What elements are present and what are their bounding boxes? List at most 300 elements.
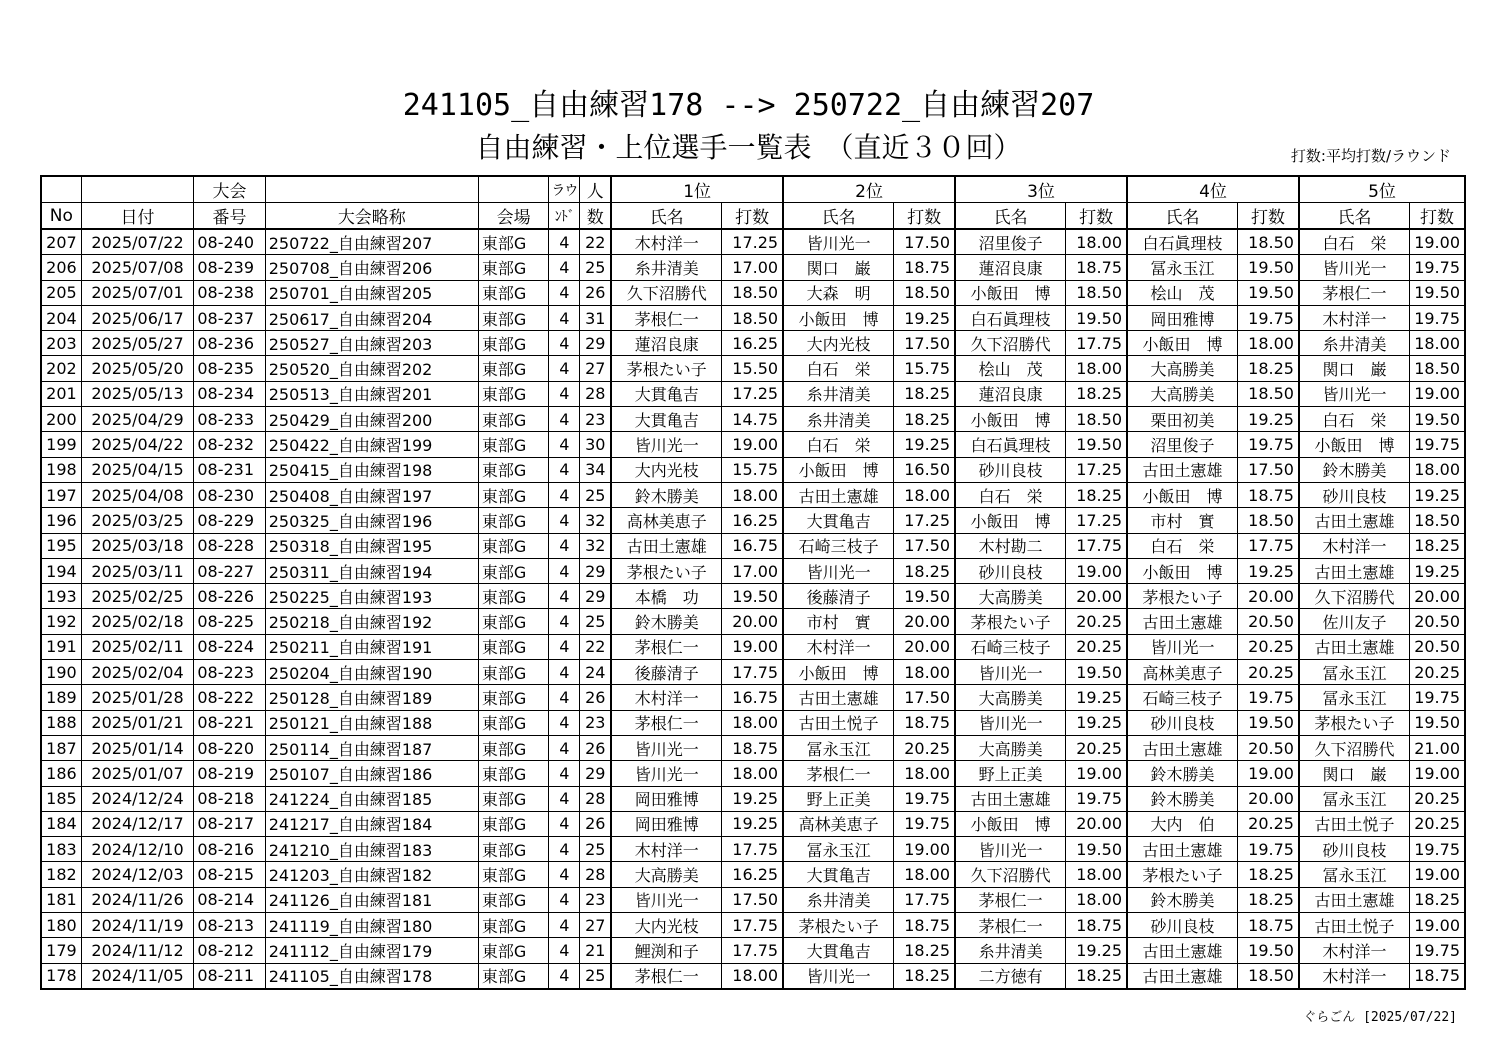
- cell-event-no: 08-220: [194, 735, 265, 760]
- cell-rank4-name: 小飯田 博: [1127, 482, 1238, 507]
- cell-venue: 東部G: [478, 938, 548, 963]
- header-players-top: 人: [580, 176, 611, 203]
- cell-rank4-name: 市村 實: [1127, 508, 1238, 533]
- cell-rank4-name: 砂川良枝: [1127, 710, 1238, 735]
- table-row: [41, 887, 1465, 912]
- header-venue-top: [478, 176, 548, 203]
- table-row: [41, 356, 1465, 381]
- cell-rank2-name: 関口 巌: [783, 255, 894, 280]
- cell-rank2-score: 17.75: [894, 887, 955, 912]
- cell-rank3-score: 18.50: [1066, 407, 1127, 432]
- cell-players: 25: [580, 963, 611, 989]
- cell-rank1-score: 16.25: [722, 862, 783, 887]
- cell-rank4-score: 19.75: [1238, 837, 1299, 862]
- cell-rank1-name: 古田土憲雄: [611, 533, 722, 558]
- cell-date: 2024/11/19: [81, 913, 194, 938]
- cell-no: 182: [41, 862, 81, 887]
- table-body: [41, 229, 1465, 989]
- cell-rank5-name: 砂川良枝: [1299, 482, 1410, 507]
- cell-rank1-name: 茅根たい子: [611, 558, 722, 583]
- cell-rank1-score: 17.75: [722, 938, 783, 963]
- cell-rank5-score: 19.50: [1410, 710, 1465, 735]
- cell-rank4-score: 18.75: [1238, 913, 1299, 938]
- cell-rank4-name: 大内 伯: [1127, 811, 1238, 836]
- cell-rank3-score: 19.25: [1066, 938, 1127, 963]
- table-row: [41, 280, 1465, 305]
- cell-no: 206: [41, 255, 81, 280]
- cell-rank2-name: 白石 栄: [783, 432, 894, 457]
- cell-event-name: 250121_自由練習188: [265, 710, 478, 735]
- cell-event-name: 250513_自由練習201: [265, 381, 478, 406]
- cell-rank1-score: 17.00: [722, 558, 783, 583]
- cell-no: 189: [41, 685, 81, 710]
- cell-rank3-score: 20.25: [1066, 735, 1127, 760]
- cell-rank1-name: 鯉渕和子: [611, 938, 722, 963]
- cell-rank2-name: 大森 明: [783, 280, 894, 305]
- cell-rank4-score: 19.50: [1238, 280, 1299, 305]
- cell-rank4-score: 19.50: [1238, 255, 1299, 280]
- cell-rank3-name: 木村勘二: [955, 533, 1066, 558]
- cell-players: 26: [580, 280, 611, 305]
- table-row: [41, 255, 1465, 280]
- cell-no: 201: [41, 381, 81, 406]
- header-rank4-score: 打数: [1238, 203, 1299, 230]
- cell-rank3-name: 白石眞理枝: [955, 305, 1066, 330]
- cell-no: 204: [41, 305, 81, 330]
- cell-rank1-score: 18.00: [722, 482, 783, 507]
- cell-no: 199: [41, 432, 81, 457]
- cell-event-name: 250722_自由練習207: [265, 229, 478, 255]
- cell-rank3-name: 大高勝美: [955, 584, 1066, 609]
- cell-rank2-score: 19.50: [894, 584, 955, 609]
- cell-no: 195: [41, 533, 81, 558]
- cell-no: 181: [41, 887, 81, 912]
- cell-rank5-name: 糸井清美: [1299, 331, 1410, 356]
- cell-event-name: 250225_自由練習193: [265, 584, 478, 609]
- cell-venue: 東部G: [478, 381, 548, 406]
- cell-rank1-name: 茅根たい子: [611, 356, 722, 381]
- cell-rank5-name: 砂川良枝: [1299, 837, 1410, 862]
- cell-rank2-score: 18.00: [894, 482, 955, 507]
- cell-rank1-score: 18.00: [722, 761, 783, 786]
- cell-rank5-score: 19.75: [1410, 938, 1465, 963]
- cell-rank3-name: 白石眞理枝: [955, 432, 1066, 457]
- cell-event-no: 08-222: [194, 685, 265, 710]
- cell-rank5-name: 古田土憲雄: [1299, 558, 1410, 583]
- cell-rank4-score: 19.25: [1238, 407, 1299, 432]
- cell-rank4-name: 古田土憲雄: [1127, 735, 1238, 760]
- cell-players: 26: [580, 811, 611, 836]
- cell-rank2-score: 17.50: [894, 685, 955, 710]
- cell-event-name: 250211_自由練習191: [265, 634, 478, 659]
- cell-rank2-name: 古田土憲雄: [783, 482, 894, 507]
- cell-rank2-score: 18.25: [894, 407, 955, 432]
- cell-event-name: 250128_自由練習189: [265, 685, 478, 710]
- table-row: [41, 786, 1465, 811]
- cell-rank5-name: 関口 巌: [1299, 761, 1410, 786]
- cell-rank1-name: 茅根仁一: [611, 710, 722, 735]
- cell-date: 2025/05/27: [81, 331, 194, 356]
- cell-rank1-name: 高林美恵子: [611, 508, 722, 533]
- cell-rank4-score: 18.50: [1238, 508, 1299, 533]
- header-row-1: [41, 176, 1465, 203]
- cell-rank5-score: 18.25: [1410, 533, 1465, 558]
- table-row: [41, 305, 1465, 330]
- cell-rounds: 4: [549, 255, 580, 280]
- cell-rank1-score: 18.00: [722, 710, 783, 735]
- cell-rounds: 4: [549, 963, 580, 989]
- cell-rounds: 4: [549, 533, 580, 558]
- cell-rank4-score: 18.50: [1238, 963, 1299, 989]
- cell-players: 25: [580, 837, 611, 862]
- header-rank-1: 1位: [611, 176, 783, 203]
- cell-rounds: 4: [549, 407, 580, 432]
- cell-rounds: 4: [549, 432, 580, 457]
- cell-rank4-name: 高林美恵子: [1127, 660, 1238, 685]
- cell-rank1-name: 皆川光一: [611, 735, 722, 760]
- cell-rank4-name: 鈴木勝美: [1127, 786, 1238, 811]
- table-row: [41, 432, 1465, 457]
- cell-date: 2025/07/08: [81, 255, 194, 280]
- cell-rank2-name: 大内光枝: [783, 331, 894, 356]
- cell-rank2-name: 大貫亀吉: [783, 938, 894, 963]
- cell-rank3-name: 石崎三枝子: [955, 634, 1066, 659]
- cell-rank5-name: 木村洋一: [1299, 938, 1410, 963]
- cell-rank2-name: 市村 實: [783, 609, 894, 634]
- header-date: 日付: [81, 203, 194, 230]
- score-unit-note: 打数:平均打数/ラウンド: [1290, 147, 1451, 165]
- cell-venue: 東部G: [478, 761, 548, 786]
- cell-rank2-score: 19.00: [894, 837, 955, 862]
- cell-venue: 東部G: [478, 735, 548, 760]
- cell-event-name: 241217_自由練習184: [265, 811, 478, 836]
- cell-rank4-score: 20.25: [1238, 811, 1299, 836]
- cell-rank4-name: 古田土憲雄: [1127, 963, 1238, 989]
- cell-venue: 東部G: [478, 786, 548, 811]
- cell-rank4-score: 18.50: [1238, 229, 1299, 255]
- header-date-top: [81, 176, 194, 203]
- cell-rank2-name: 糸井清美: [783, 887, 894, 912]
- cell-rounds: 4: [549, 584, 580, 609]
- cell-no: 203: [41, 331, 81, 356]
- cell-rank5-name: 冨永玉江: [1299, 862, 1410, 887]
- cell-players: 29: [580, 761, 611, 786]
- cell-rank5-name: 木村洋一: [1299, 963, 1410, 989]
- cell-rank4-score: 17.75: [1238, 533, 1299, 558]
- cell-rank3-name: 小飯田 博: [955, 407, 1066, 432]
- cell-rank1-score: 18.00: [722, 963, 783, 989]
- cell-rank5-name: 茅根たい子: [1299, 710, 1410, 735]
- cell-rank5-name: 白石 栄: [1299, 407, 1410, 432]
- cell-rank2-name: 皆川光一: [783, 963, 894, 989]
- cell-players: 22: [580, 229, 611, 255]
- cell-players: 23: [580, 887, 611, 912]
- cell-rank1-name: 大貫亀吉: [611, 381, 722, 406]
- header-rank2-score: 打数: [894, 203, 955, 230]
- cell-rounds: 4: [549, 331, 580, 356]
- cell-rank2-score: 18.00: [894, 761, 955, 786]
- cell-rank1-score: 19.25: [722, 786, 783, 811]
- cell-rank2-name: 古田土憲雄: [783, 685, 894, 710]
- cell-event-name: 250617_自由練習204: [265, 305, 478, 330]
- cell-rank4-score: 19.00: [1238, 761, 1299, 786]
- cell-rank4-score: 18.50: [1238, 381, 1299, 406]
- cell-rank5-score: 19.75: [1410, 255, 1465, 280]
- cell-rank1-name: 後藤清子: [611, 660, 722, 685]
- cell-rank4-score: 17.50: [1238, 457, 1299, 482]
- table-row: [41, 331, 1465, 356]
- cell-rank5-name: 鈴木勝美: [1299, 457, 1410, 482]
- cell-rank5-score: 20.00: [1410, 584, 1465, 609]
- cell-rank5-score: 19.00: [1410, 913, 1465, 938]
- cell-rank5-score: 19.75: [1410, 685, 1465, 710]
- table-row: [41, 913, 1465, 938]
- cell-rank1-name: 鈴木勝美: [611, 609, 722, 634]
- cell-rank2-name: 皆川光一: [783, 558, 894, 583]
- table-row: [41, 482, 1465, 507]
- cell-rank4-score: 20.00: [1238, 584, 1299, 609]
- cell-rank3-score: 19.50: [1066, 660, 1127, 685]
- cell-rank2-score: 18.75: [894, 255, 955, 280]
- cell-date: 2025/01/21: [81, 710, 194, 735]
- cell-rounds: 4: [549, 660, 580, 685]
- cell-rank3-name: 沼里俊子: [955, 229, 1066, 255]
- cell-rank2-score: 18.00: [894, 862, 955, 887]
- cell-rank4-name: 茅根たい子: [1127, 862, 1238, 887]
- cell-rank4-name: 鈴木勝美: [1127, 761, 1238, 786]
- cell-event-no: 08-223: [194, 660, 265, 685]
- cell-rank3-score: 19.00: [1066, 558, 1127, 583]
- cell-venue: 東部G: [478, 685, 548, 710]
- cell-rank2-name: 大貫亀吉: [783, 862, 894, 887]
- cell-rank1-name: 大貫亀吉: [611, 407, 722, 432]
- table-row: [41, 533, 1465, 558]
- cell-rank1-score: 17.25: [722, 229, 783, 255]
- cell-rank1-score: 16.25: [722, 331, 783, 356]
- cell-players: 31: [580, 305, 611, 330]
- cell-rank2-score: 17.50: [894, 229, 955, 255]
- cell-no: 190: [41, 660, 81, 685]
- cell-rank2-score: 18.25: [894, 963, 955, 989]
- cell-venue: 東部G: [478, 331, 548, 356]
- cell-players: 26: [580, 735, 611, 760]
- cell-rank2-score: 19.75: [894, 786, 955, 811]
- cell-rank1-score: 17.50: [722, 887, 783, 912]
- cell-rank5-name: 関口 巌: [1299, 356, 1410, 381]
- cell-rank2-score: 18.25: [894, 938, 955, 963]
- header-rank3-name: 氏名: [955, 203, 1066, 230]
- cell-no: 205: [41, 280, 81, 305]
- cell-no: 187: [41, 735, 81, 760]
- cell-rank5-score: 19.25: [1410, 482, 1465, 507]
- table-row: [41, 584, 1465, 609]
- cell-date: 2025/01/07: [81, 761, 194, 786]
- header-rank2-name: 氏名: [783, 203, 894, 230]
- cell-rank4-name: 茅根たい子: [1127, 584, 1238, 609]
- header-event-no: 番号: [194, 203, 265, 230]
- cell-event-no: 08-235: [194, 356, 265, 381]
- table-row: [41, 634, 1465, 659]
- cell-rounds: 4: [549, 735, 580, 760]
- cell-rank2-score: 18.75: [894, 913, 955, 938]
- cell-event-no: 08-215: [194, 862, 265, 887]
- cell-rank5-score: 20.25: [1410, 786, 1465, 811]
- header-event-name-top: [265, 176, 478, 203]
- cell-rank3-name: 皆川光一: [955, 837, 1066, 862]
- cell-rank4-name: 小飯田 博: [1127, 331, 1238, 356]
- cell-rank5-name: 小飯田 博: [1299, 432, 1410, 457]
- cell-no: 197: [41, 482, 81, 507]
- cell-event-no: 08-233: [194, 407, 265, 432]
- cell-rank4-name: 古田土憲雄: [1127, 609, 1238, 634]
- cell-rank3-name: 蓮沼良康: [955, 381, 1066, 406]
- header-rank1-score: 打数: [722, 203, 783, 230]
- header-rank5-score: 打数: [1410, 203, 1465, 230]
- cell-rank3-score: 19.50: [1066, 837, 1127, 862]
- cell-rank5-score: 19.75: [1410, 305, 1465, 330]
- cell-no: 200: [41, 407, 81, 432]
- cell-event-no: 08-218: [194, 786, 265, 811]
- cell-rank1-score: 17.25: [722, 381, 783, 406]
- cell-date: 2025/02/04: [81, 660, 194, 685]
- cell-rank3-score: 19.75: [1066, 786, 1127, 811]
- cell-players: 29: [580, 584, 611, 609]
- cell-rank5-score: 18.50: [1410, 508, 1465, 533]
- cell-rank5-score: 19.75: [1410, 432, 1465, 457]
- cell-date: 2025/02/11: [81, 634, 194, 659]
- cell-rank1-name: 岡田雅博: [611, 811, 722, 836]
- cell-players: 32: [580, 533, 611, 558]
- cell-rank5-name: 久下沼勝代: [1299, 735, 1410, 760]
- cell-rank2-name: 野上正美: [783, 786, 894, 811]
- cell-no: 198: [41, 457, 81, 482]
- cell-no: 185: [41, 786, 81, 811]
- cell-venue: 東部G: [478, 660, 548, 685]
- header-event-name: 大会略称: [265, 203, 478, 230]
- cell-venue: 東部G: [478, 533, 548, 558]
- table-row: [41, 837, 1465, 862]
- cell-date: 2025/04/08: [81, 482, 194, 507]
- cell-rank3-name: 野上正美: [955, 761, 1066, 786]
- cell-rank2-name: 茅根たい子: [783, 913, 894, 938]
- cell-rank5-score: 18.00: [1410, 457, 1465, 482]
- cell-rank1-score: 20.00: [722, 609, 783, 634]
- cell-rank3-name: 皆川光一: [955, 710, 1066, 735]
- cell-rank1-name: 大高勝美: [611, 862, 722, 887]
- cell-rounds: 4: [549, 280, 580, 305]
- cell-rank1-name: 本橋 功: [611, 584, 722, 609]
- table-row: [41, 862, 1465, 887]
- cell-venue: 東部G: [478, 407, 548, 432]
- cell-rank4-name: 石崎三枝子: [1127, 685, 1238, 710]
- cell-date: 2025/03/11: [81, 558, 194, 583]
- cell-rank1-score: 17.00: [722, 255, 783, 280]
- cell-rank4-score: 19.50: [1238, 938, 1299, 963]
- cell-rank2-score: 17.50: [894, 533, 955, 558]
- cell-players: 30: [580, 432, 611, 457]
- cell-rank3-name: 大高勝美: [955, 685, 1066, 710]
- cell-rank4-name: 桧山 茂: [1127, 280, 1238, 305]
- cell-rank5-score: 18.50: [1410, 356, 1465, 381]
- cell-rank3-score: 17.25: [1066, 508, 1127, 533]
- cell-venue: 東部G: [478, 356, 548, 381]
- cell-rank3-score: 18.25: [1066, 381, 1127, 406]
- cell-no: 207: [41, 229, 81, 255]
- cell-event-no: 08-239: [194, 255, 265, 280]
- table-row: [41, 457, 1465, 482]
- cell-rank3-score: 18.75: [1066, 255, 1127, 280]
- cell-rank5-name: 茅根仁一: [1299, 280, 1410, 305]
- cell-rank3-name: 大高勝美: [955, 735, 1066, 760]
- cell-event-no: 08-240: [194, 229, 265, 255]
- cell-event-name: 250408_自由練習197: [265, 482, 478, 507]
- cell-rank1-score: 17.75: [722, 837, 783, 862]
- cell-rank1-name: 蓮沼良康: [611, 331, 722, 356]
- cell-rank3-name: 久下沼勝代: [955, 331, 1066, 356]
- cell-event-name: 250318_自由練習195: [265, 533, 478, 558]
- cell-rank5-score: 20.25: [1410, 660, 1465, 685]
- cell-rounds: 4: [549, 558, 580, 583]
- header-row-2: [41, 203, 1465, 230]
- cell-rank3-score: 20.25: [1066, 609, 1127, 634]
- cell-rank2-score: 18.75: [894, 710, 955, 735]
- cell-venue: 東部G: [478, 862, 548, 887]
- cell-rank3-name: 茅根仁一: [955, 887, 1066, 912]
- table-row: [41, 811, 1465, 836]
- table-row: [41, 558, 1465, 583]
- cell-rank2-name: 茅根仁一: [783, 761, 894, 786]
- cell-rank1-score: 14.75: [722, 407, 783, 432]
- cell-rank2-score: 20.00: [894, 634, 955, 659]
- cell-rank3-name: 古田土憲雄: [955, 786, 1066, 811]
- cell-rank4-score: 20.25: [1238, 634, 1299, 659]
- table-row: [41, 660, 1465, 685]
- cell-rank5-score: 19.00: [1410, 381, 1465, 406]
- cell-rank1-score: 16.75: [722, 533, 783, 558]
- cell-players: 34: [580, 457, 611, 482]
- cell-rank5-name: 冨永玉江: [1299, 660, 1410, 685]
- cell-rank4-name: 古田土憲雄: [1127, 837, 1238, 862]
- table-row: [41, 508, 1465, 533]
- cell-rank1-name: 鈴木勝美: [611, 482, 722, 507]
- cell-rank5-name: 木村洋一: [1299, 533, 1410, 558]
- cell-rank4-score: 19.75: [1238, 432, 1299, 457]
- cell-venue: 東部G: [478, 811, 548, 836]
- cell-rank4-score: 18.25: [1238, 862, 1299, 887]
- cell-no: 179: [41, 938, 81, 963]
- cell-rank4-name: 沼里俊子: [1127, 432, 1238, 457]
- cell-rank5-name: 古田土憲雄: [1299, 634, 1410, 659]
- cell-rank4-name: 古田土憲雄: [1127, 457, 1238, 482]
- cell-venue: 東部G: [478, 432, 548, 457]
- table-row: [41, 761, 1465, 786]
- cell-rank3-name: 久下沼勝代: [955, 862, 1066, 887]
- cell-event-no: 08-216: [194, 837, 265, 862]
- cell-venue: 東部G: [478, 280, 548, 305]
- cell-rank3-score: 18.25: [1066, 482, 1127, 507]
- cell-rank1-name: 茅根仁一: [611, 963, 722, 989]
- header-players: 数: [580, 203, 611, 230]
- cell-rank3-score: 18.00: [1066, 887, 1127, 912]
- cell-no: 180: [41, 913, 81, 938]
- cell-venue: 東部G: [478, 508, 548, 533]
- cell-rank1-score: 19.00: [722, 634, 783, 659]
- cell-rank2-name: 小飯田 博: [783, 305, 894, 330]
- table-row: [41, 407, 1465, 432]
- cell-rounds: 4: [549, 938, 580, 963]
- footer-credit: ぐらごん [2025/07/22]: [1303, 1010, 1457, 1025]
- cell-rank2-name: 小飯田 博: [783, 660, 894, 685]
